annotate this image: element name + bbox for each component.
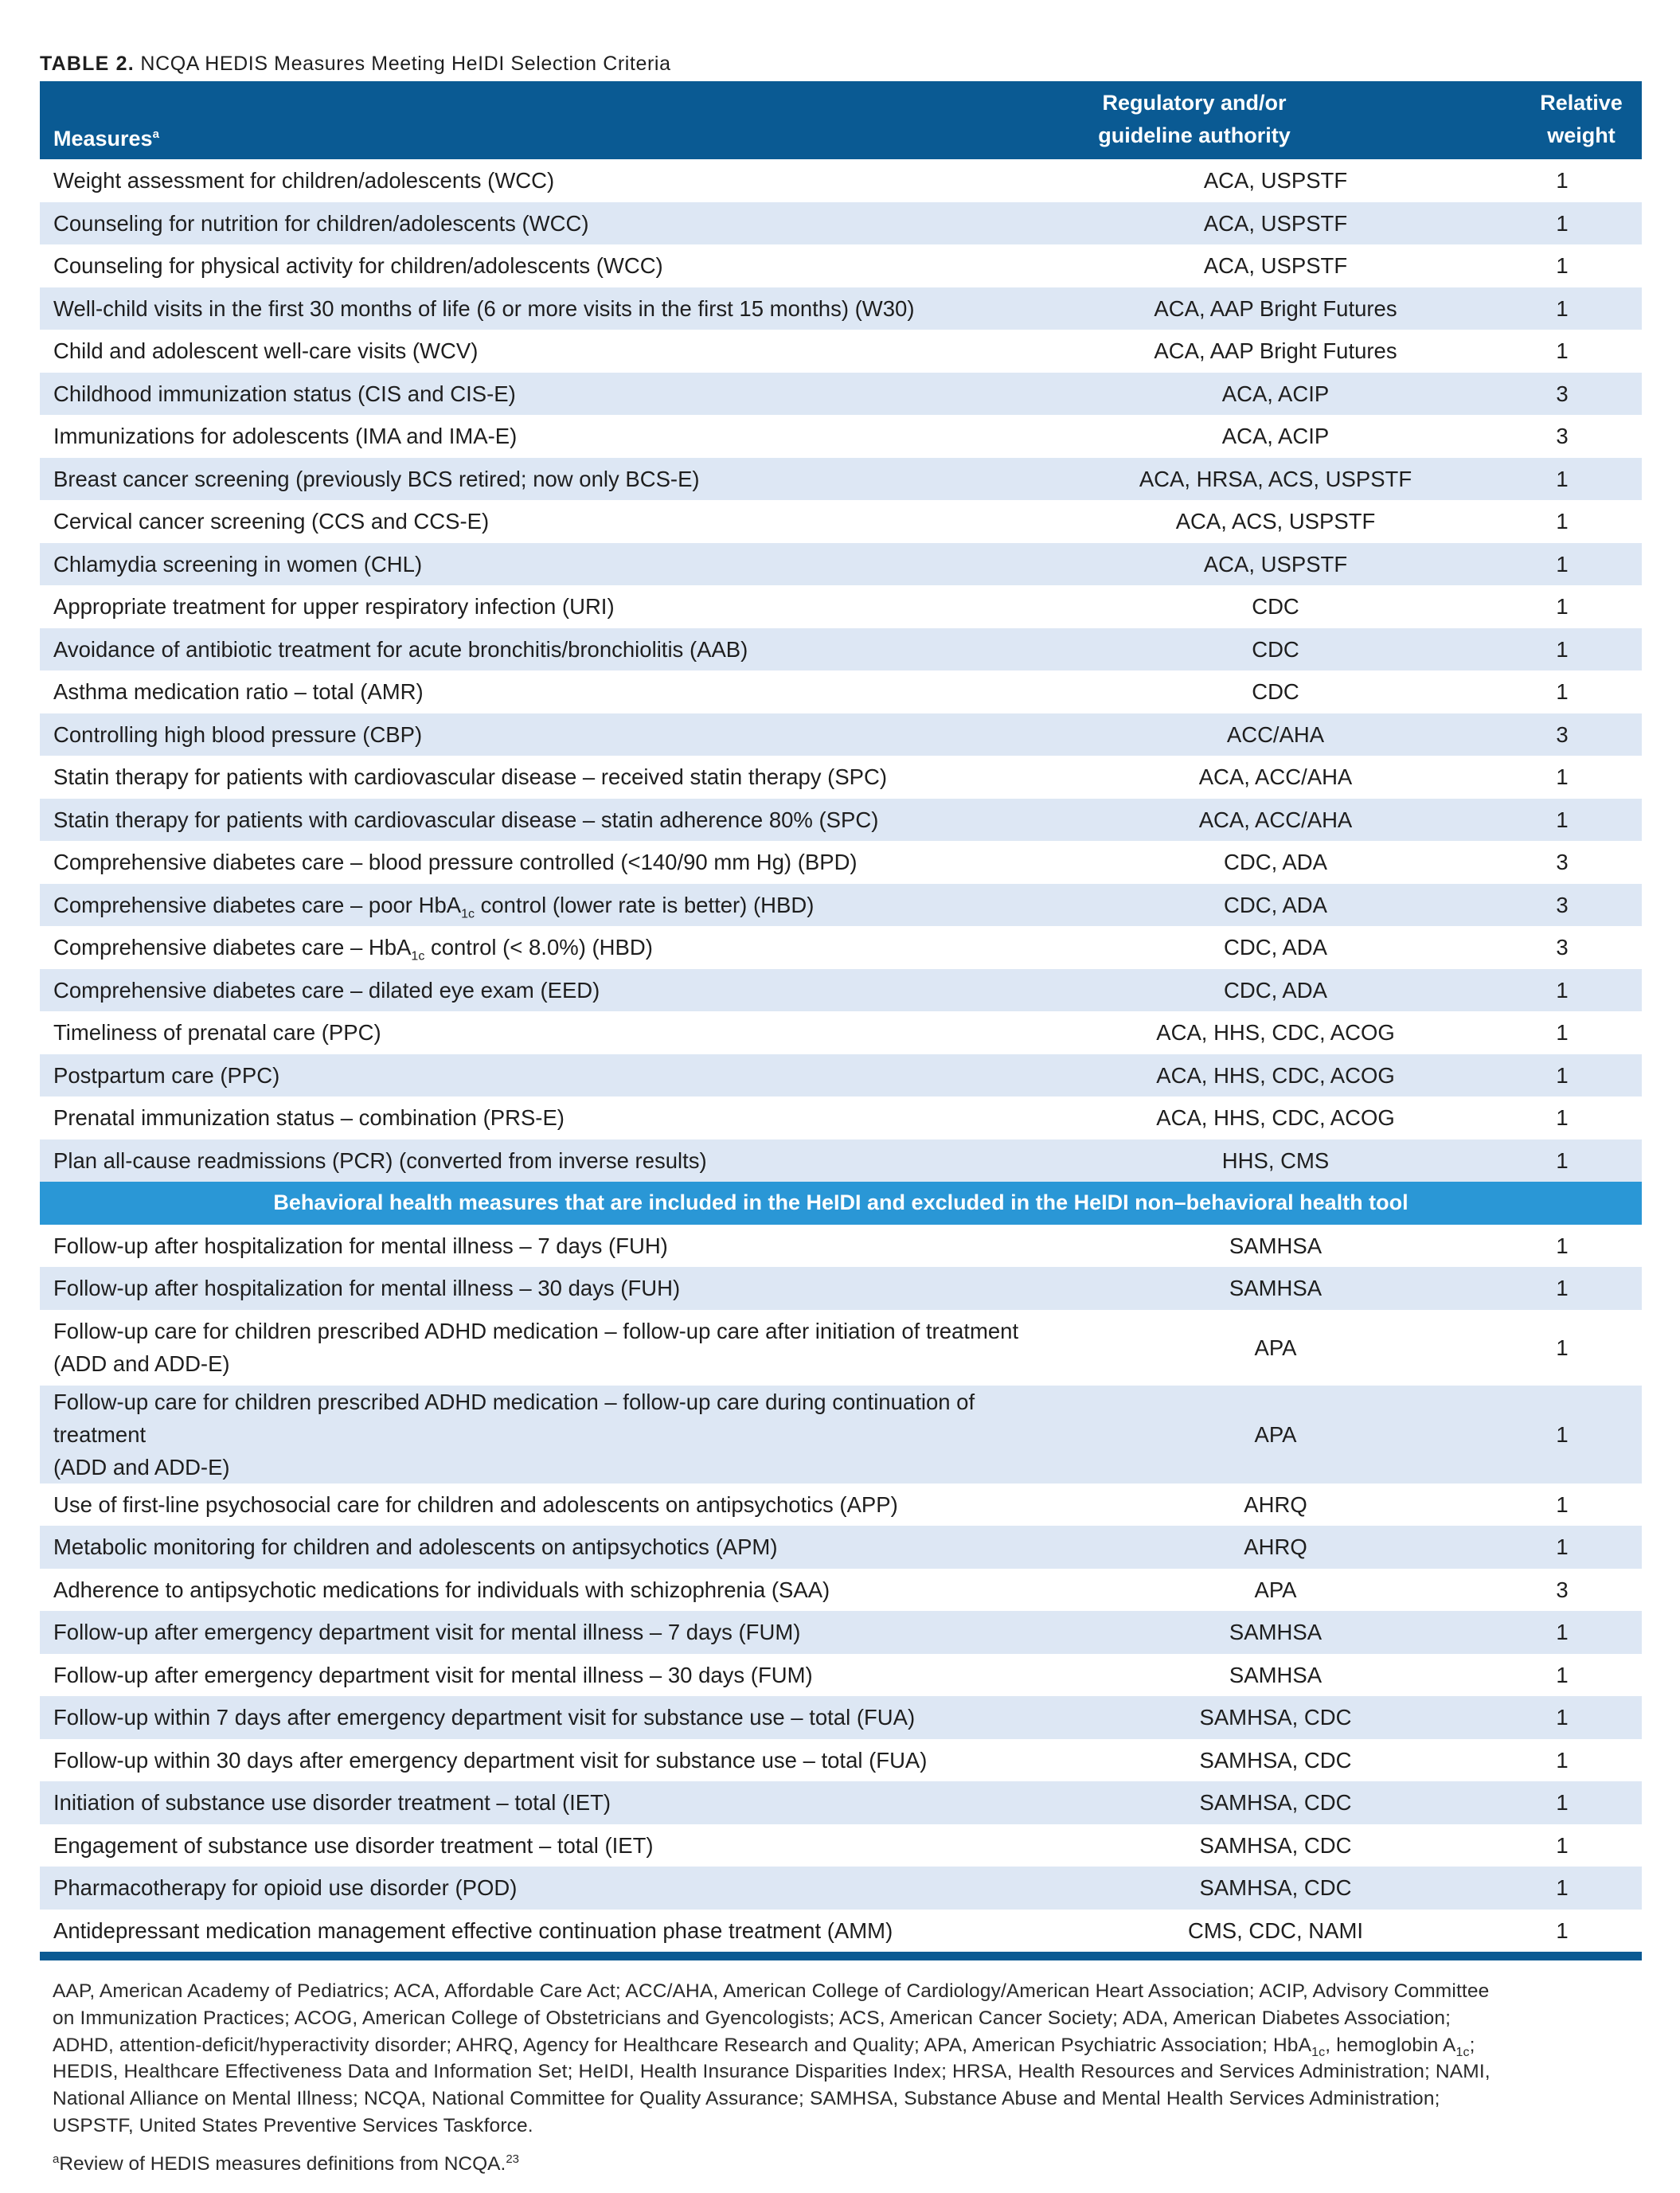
weight-cell: 1: [1556, 1147, 1569, 1173]
weight-cell: 1: [1556, 1276, 1569, 1301]
authority-cell: ACC/AHA: [1226, 721, 1325, 747]
measure-cell: Follow-up within 30 days after emergency department visit for substance use – total (FUA): [53, 1747, 928, 1773]
table-row: [40, 713, 1642, 756]
authority-cell: CDC: [1252, 636, 1299, 662]
measures-table: [40, 159, 1642, 1182]
weight-cell: 1: [1556, 1020, 1569, 1046]
measure-cell: Appropriate treatment for upper respiratory infection (URI): [53, 594, 615, 620]
table-row: [40, 799, 1642, 842]
abbreviations-footnote: AAP, American Academy of Pediatrics; ACA, Affordable Care Act; ACC/AHA, American College of Cardiology/American Heart Association; ACIP, Advisory Committee on Immunization Practices; ACOG, American College of Obstetricians and Gyencologists; ACS, American Cancer Society; ADA, American Diabetes Association; ADHD, attention-deficit/hyperactivity disorder; AHRQ, Agency for Healthcare Research and Quality; APA, American Psychiatric Association; HbA$_{1c}$, hemoglobin $A_{1c}$; HEDIS, Healthcare Effectiveness Data and Information Set; HeIDI, Health Insurance Disparities Index; HRSA, Health Resources and Services Administration; NAMI, National Alliance on Mental Illness; NCQA, National Committee for Quality Assurance; SAMHSA, Substance Abuse and Mental Health Services Administration; USPSTF, United States Preventive Services Taskforce.: [53, 1980, 1491, 2136]
table-row: [40, 628, 1642, 671]
measure-cell: Adherence to antipsychotic medications for individuals with schizophrenia (SAA): [53, 1577, 830, 1602]
authority-cell: CDC, ADA: [1224, 892, 1327, 917]
weight-cell: 1: [1556, 1335, 1569, 1360]
weight-cell: 1: [1556, 338, 1569, 364]
table-row: [40, 1569, 1642, 1612]
table-row: [40, 415, 1642, 458]
weight-cell: 1: [1556, 977, 1569, 1003]
measure-cell: Statin therapy for patients with cardiovascular disease – received statin therapy (SPC): [53, 764, 888, 790]
authority-cell: ACA, USPSTF: [1203, 168, 1348, 194]
measure-cell: Counseling for physical activity for children/adolescents (WCC): [53, 253, 663, 279]
authority-cell: ACA, ACIP: [1221, 424, 1330, 449]
table-label: TABLE 2.: [40, 53, 135, 75]
measure-cell: Childhood immunization status (CIS and CIS-E): [53, 381, 516, 406]
weight-cell: 3: [1556, 1577, 1569, 1602]
table-row: [40, 244, 1642, 287]
table-row: [40, 756, 1642, 799]
authority-cell: APA: [1254, 1421, 1297, 1447]
measure-cell: Chlamydia screening in women (CHL): [53, 551, 423, 577]
weight-cell: 1: [1556, 1875, 1569, 1901]
table-row: [40, 287, 1642, 330]
weight-cell: 1: [1556, 295, 1569, 321]
measure-cell: Postpartum care (PPC): [53, 1062, 280, 1088]
authority-cell: ACA, USPSTF: [1203, 551, 1348, 577]
table-row: [40, 670, 1642, 713]
authority-cell: ACA, ACC/AHA: [1198, 807, 1353, 832]
table-row: [40, 202, 1642, 245]
measure-cell: Follow-up after emergency department visit for mental illness – 7 days (FUM): [53, 1620, 801, 1645]
authority-cell: HHS, CMS: [1221, 1147, 1330, 1173]
weight-cell: 1: [1556, 168, 1569, 194]
measure-cell: Comprehensive diabetes care – blood pressure controlled (<140/90 mm Hg) (BPD): [53, 850, 858, 875]
measure-cell: Well-child visits in the first 30 months of life (6 or more visits in the first 15 months) (W30): [53, 295, 915, 321]
table-row: [40, 969, 1642, 1012]
table-title: NCQA HEDIS Measures Meeting HeIDI Selection Criteria: [140, 53, 671, 75]
measure-cell: Pharmacotherapy for opioid use disorder (POD): [53, 1875, 518, 1901]
table-row: [40, 500, 1642, 543]
weight-cell: 3: [1556, 381, 1569, 406]
table-row: [40, 1781, 1642, 1824]
table-header: [40, 81, 1642, 159]
weight-cell: 1: [1556, 807, 1569, 832]
authority-cell: SAMHSA, CDC: [1199, 1747, 1352, 1773]
authority-cell: CDC: [1252, 594, 1299, 620]
authority-cell: ACA, AAP Bright Futures: [1154, 338, 1397, 364]
measure-cell: Use of first-line psychosocial care for children and adolescents on antipsychotics (APP): [53, 1491, 898, 1517]
authority-cell: APA: [1254, 1335, 1297, 1360]
weight-cell: 1: [1556, 679, 1569, 705]
measure-cell: Avoidance of antibiotic treatment for acute bronchitis/bronchiolitis (AAB): [53, 636, 748, 662]
table-row: [40, 1140, 1642, 1182]
authority-cell: SAMHSA: [1229, 1620, 1323, 1645]
measure-cell: Initiation of substance use disorder treatment – total (IET): [53, 1790, 611, 1816]
table-caption: [40, 46, 1642, 81]
table-row: [40, 884, 1642, 927]
measure-cell: Follow-up care for children prescribed ADHD medication – follow-up care during continuation of treatment (ADD and ADD-E): [53, 1389, 975, 1480]
authority-cell: ACA, ACIP: [1221, 381, 1330, 406]
table-row: [40, 1526, 1642, 1569]
header-weight: Relative weight: [1540, 91, 1623, 147]
weight-cell: 3: [1556, 424, 1569, 449]
weight-cell: 3: [1556, 721, 1569, 747]
measure-cell: Controlling high blood pressure (CBP): [53, 721, 423, 747]
authority-cell: CMS, CDC, NAMI: [1188, 1917, 1363, 1943]
measure-cell: Statin therapy for patients with cardiovascular disease – statin adherence 80% (SPC): [53, 807, 879, 832]
measure-cell: Child and adolescent well-care visits (WCV): [53, 338, 479, 364]
authority-cell: SAMHSA: [1229, 1662, 1323, 1687]
authority-cell: CDC: [1252, 679, 1299, 705]
table-row: [40, 1484, 1642, 1526]
measure-cell: Metabolic monitoring for children and adolescents on antipsychotics (APM): [53, 1534, 778, 1560]
measure-cell: Follow-up after emergency department visit for mental illness – 30 days (FUM): [53, 1662, 813, 1687]
authority-cell: CDC, ADA: [1224, 977, 1327, 1003]
table-row: [40, 1739, 1642, 1782]
measure-cell: Engagement of substance use disorder treatment – total (IET): [53, 1832, 654, 1858]
authority-cell: APA: [1254, 1577, 1297, 1602]
header-authority: Regulatory and/or guideline authority: [1098, 91, 1291, 147]
authority-cell: SAMHSA, CDC: [1199, 1875, 1352, 1901]
section-header-behavioral: Behavioral health measures that are included in the HeIDI and excluded in the HeIDI non–behavioral health tool: [40, 1182, 1642, 1225]
weight-cell: 1: [1556, 253, 1569, 279]
weight-cell: 1: [1556, 466, 1569, 491]
table-row: [40, 1267, 1642, 1310]
measure-cell: Follow-up after hospitalization for mental illness – 30 days (FUH): [53, 1276, 681, 1301]
weight-cell: 1: [1556, 1747, 1569, 1773]
authority-cell: ACA, ACC/AHA: [1198, 764, 1353, 790]
weight-cell: 3: [1556, 850, 1569, 875]
table-row: [40, 330, 1642, 373]
weight-cell: 3: [1556, 935, 1569, 960]
table-row: [40, 159, 1642, 202]
weight-cell: 3: [1556, 892, 1569, 917]
measure-cell: Follow-up after hospitalization for mental illness – 7 days (FUH): [53, 1233, 668, 1258]
behavioral-table: [40, 1225, 1642, 1953]
source-footnote: $^a$Review of HEDIS measures definitions from NCQA.$^{23}$: [53, 2152, 519, 2175]
weight-cell: 1: [1556, 1534, 1569, 1560]
authority-cell: ACA, HHS, CDC, ACOG: [1156, 1020, 1395, 1046]
table-row: [40, 1096, 1642, 1140]
table-row: [40, 1696, 1642, 1739]
authority-cell: ACA, ACS, USPSTF: [1175, 509, 1376, 534]
table-row: [40, 1310, 1642, 1386]
measure-cell: Plan all-cause readmissions (PCR) (converted from inverse results): [53, 1147, 707, 1173]
measure-cell: Timeliness of prenatal care (PPC): [53, 1020, 381, 1046]
header-footnote-mark: a: [152, 127, 159, 141]
weight-cell: 1: [1556, 1620, 1569, 1645]
authority-cell: SAMHSA, CDC: [1199, 1705, 1352, 1730]
weight-cell: 1: [1556, 1233, 1569, 1258]
table-row: [40, 926, 1642, 969]
weight-cell: 1: [1556, 1491, 1569, 1517]
weight-cell: 1: [1556, 551, 1569, 577]
weight-cell: 1: [1556, 1705, 1569, 1730]
authority-cell: SAMHSA, CDC: [1199, 1832, 1352, 1858]
measure-cell: Comprehensive diabetes care – poor HbA$_{1c}$ control (lower rate is better) (HBD): [53, 892, 815, 921]
table-row: [40, 841, 1642, 884]
measure-cell: Weight assessment for children/adolescents (WCC): [53, 168, 555, 194]
table-row: [40, 1824, 1642, 1867]
authority-cell: ACA, USPSTF: [1203, 253, 1348, 279]
weight-cell: 1: [1556, 636, 1569, 662]
authority-cell: ACA, HHS, CDC, ACOG: [1156, 1062, 1395, 1088]
weight-cell: 1: [1556, 509, 1569, 534]
table-row: [40, 1867, 1642, 1910]
weight-cell: 1: [1556, 1790, 1569, 1816]
table-row: [40, 1011, 1642, 1054]
weight-cell: 1: [1556, 1421, 1569, 1447]
measure-cell: Follow-up care for children prescribed ADHD medication – follow-up care after initiation of treatment (ADD and ADD-E): [53, 1319, 1019, 1376]
weight-cell: 1: [1556, 1662, 1569, 1687]
authority-cell: CDC, ADA: [1224, 935, 1327, 960]
behavioral-body: [40, 1225, 1642, 1953]
authority-cell: ACA, HRSA, ACS, USPSTF: [1139, 466, 1412, 491]
authority-cell: CDC, ADA: [1224, 850, 1327, 875]
table-row: [40, 1225, 1642, 1268]
table-row: [40, 1654, 1642, 1697]
measure-cell: Asthma medication ratio – total (AMR): [53, 679, 424, 705]
authority-cell: ACA, USPSTF: [1203, 210, 1348, 236]
table-row: [40, 1386, 1642, 1484]
table-row: [40, 585, 1642, 628]
measure-cell: Antidepressant medication management effective continuation phase treatment (AMM): [53, 1917, 893, 1943]
measures-body: [40, 159, 1642, 1182]
table-bottom-rule: [40, 1952, 1642, 1960]
authority-cell: AHRQ: [1244, 1534, 1307, 1560]
authority-cell: ACA, AAP Bright Futures: [1154, 295, 1397, 321]
weight-cell: 1: [1556, 1832, 1569, 1858]
weight-cell: 1: [1556, 1062, 1569, 1088]
authority-cell: ACA, HHS, CDC, ACOG: [1156, 1105, 1395, 1131]
table-row: [40, 373, 1642, 416]
measure-cell: Prenatal immunization status – combination (PRS-E): [53, 1105, 565, 1131]
measure-cell: Follow-up within 7 days after emergency department visit for substance use – total (FUA): [53, 1705, 916, 1730]
table-row: [40, 543, 1642, 586]
table-figure: [40, 46, 1642, 2178]
table-row: [40, 1054, 1642, 1097]
authority-cell: SAMHSA, CDC: [1199, 1790, 1352, 1816]
table-row: [40, 1611, 1642, 1654]
authority-cell: AHRQ: [1244, 1491, 1307, 1517]
measure-cell: Breast cancer screening (previously BCS retired; now only BCS-E): [53, 466, 700, 491]
header-measures: Measures$^a$: [53, 127, 159, 150]
authority-cell: SAMHSA: [1229, 1276, 1323, 1301]
weight-cell: 1: [1556, 1917, 1569, 1943]
authority-cell: SAMHSA: [1229, 1233, 1323, 1258]
measure-cell: Comprehensive diabetes care – HbA$_{1c}$ control (< 8.0%) (HBD): [53, 935, 653, 964]
weight-cell: 1: [1556, 594, 1569, 620]
weight-cell: 1: [1556, 1105, 1569, 1131]
weight-cell: 1: [1556, 764, 1569, 790]
table-row: [40, 1910, 1642, 1953]
measure-cell: Immunizations for adolescents (IMA and IMA-E): [53, 424, 518, 449]
weight-cell: 1: [1556, 210, 1569, 236]
table-row: [40, 458, 1642, 501]
measure-cell: Cervical cancer screening (CCS and CCS-E): [53, 509, 490, 534]
measure-cell: Comprehensive diabetes care – dilated eye exam (EED): [53, 977, 600, 1003]
measure-cell: Counseling for nutrition for children/adolescents (WCC): [53, 210, 589, 236]
